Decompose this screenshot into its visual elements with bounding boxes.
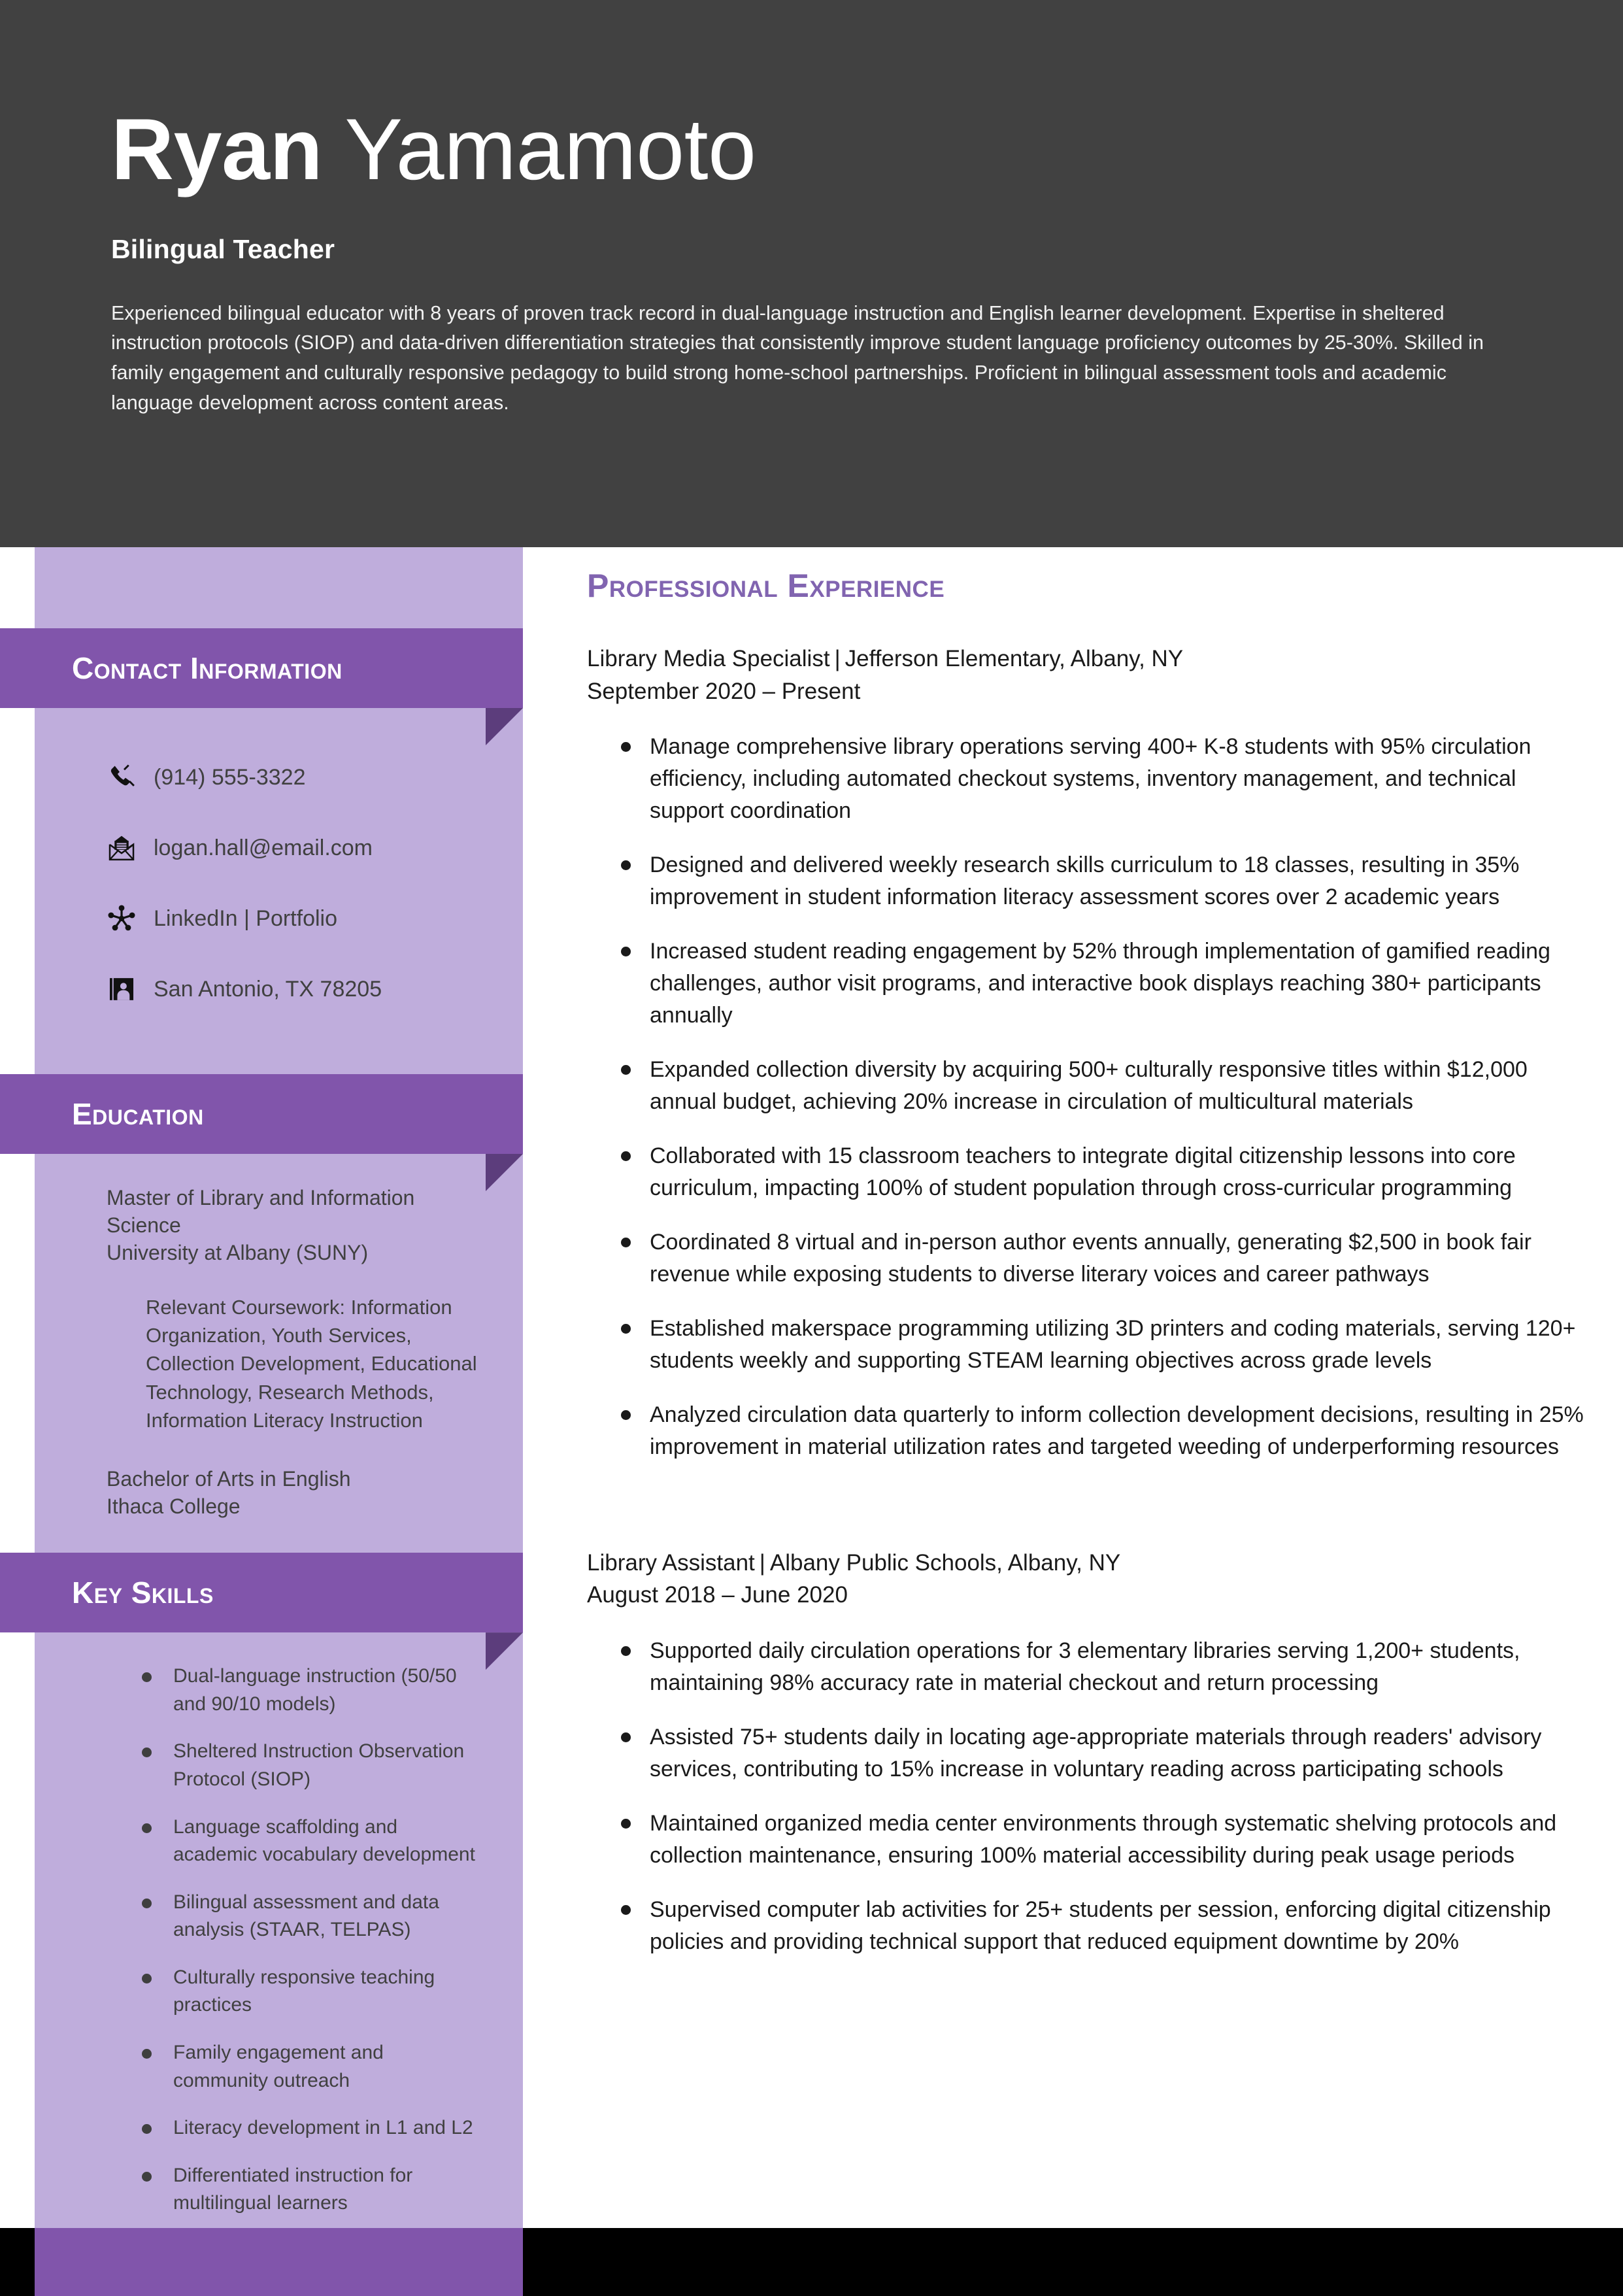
education-school: University at Albany (SUNY) [107,1241,369,1265]
bullet-dot-icon [621,1065,631,1075]
skill-label: Differentiated instruction for multilingual learners [173,2164,413,2214]
experience-dates: August 2018 – June 2020 [587,1582,848,1608]
candidate-job-title: Bilingual Teacher [111,233,335,264]
bullet-text: Expanded collection diversity by acquiring 500+ culturally responsive titles within $12,000 annual budget, achieving 20% increase in circulation of multicultural materials [650,1057,1528,1114]
contact-section-body [35,708,523,1074]
education-section-body [35,1154,523,1553]
bullet-text: Maintained organized media center environments through systematic shelving protocols and collection maintenance, ensuring 100% material accessibility during peak usage periods [650,1810,1557,1868]
skills-list [107,1632,484,2296]
main-column [587,567,1587,1980]
contact-links-value: LinkedIn | Portfolio [154,905,337,931]
bullet-dot-icon [621,1238,631,1247]
contact-row-location[interactable] [107,954,484,1024]
skill-label: Bilingual assessment and data analysis (STAAR, TELPAS) [173,1891,439,1941]
list-item [587,1226,1587,1291]
bullet-dot-icon [621,1905,631,1915]
contact-row-links[interactable] [107,883,484,954]
bullet-text: Analyzed circulation data quarterly to inform collection development decisions, resulting in 25% improvement in material utilization rates and targeted weeding of underperforming resources [650,1402,1584,1459]
skill-label: Sheltered Instruction Observation Protocol (SIOP) [173,1740,465,1790]
skill-label: Literacy development in L1 and L2 [173,2117,473,2139]
bullet-dot-icon [142,2172,152,2182]
bullet-dot-icon [142,1672,152,1682]
footer-sidebar-accent [35,2228,523,2296]
bullet-text: Increased student reading engagement by 52% through implementation of gamified reading challenges, author visit programs, and interactive book displays reaching 380+ participants annually [650,939,1550,1028]
resume-header [0,0,1623,547]
education-degree: Bachelor of Arts in English [107,1466,351,1491]
experience-spacer [587,1485,1587,1509]
list-item [587,1313,1587,1377]
first-name: Ryan [111,101,323,198]
list-item [587,1399,1587,1463]
contact-section-title: Contact Information [72,651,343,685]
education-degree: Master of Library and Information Science [107,1186,415,1238]
bullet-text: Collaborated with 15 classroom teachers to integrate digital citizenship lessons into core curriculum, impacting 100% of student population through cross-curricular programming [650,1143,1516,1200]
skills-section-body [35,1632,523,2296]
sidebar-section-header-education [0,1074,523,1154]
bullet-dot-icon [621,742,631,752]
list-item [133,1663,484,1718]
list-item [133,1964,484,2019]
contact-list [107,708,484,1074]
list-item [133,1738,484,1793]
skills-section-title: Key Skills [72,1576,214,1610]
bullet-dot-icon [142,1823,152,1833]
sidebar-section-header-contact [0,628,523,708]
bullet-text: Supported daily circulation operations for 3 elementary libraries serving 1,200+ students, maintaining 98% accuracy rate in material checkout and return processing [650,1638,1520,1695]
bullet-dot-icon [621,947,631,956]
experience-employer: Albany Public Schools, Albany, NY [769,1549,1121,1576]
bullet-dot-icon [142,1747,152,1757]
bullet-dot-icon [142,1899,152,1908]
bullet-text: Coordinated 8 virtual and in-person author events annually, generating $2,500 in book fair revenue while exposing students to diverse literary voices and career pathways [650,1229,1531,1287]
list-item [587,936,1587,1032]
bullet-text: Designed and delivered weekly research skills curriculum to 18 classes, resulting in 35% improvement in student information literacy assessment scores over 2 academic years [650,853,1520,910]
education-section-title: Education [72,1097,204,1131]
education-spacer [107,1435,484,1465]
list-item [133,1814,484,1869]
experience-dates: September 2020 – Present [587,678,861,704]
bullet-dot-icon [142,2049,152,2059]
bullet-dot-icon [621,1732,631,1742]
bullet-text: Assisted 75+ students daily in locating age-appropriate materials through readers' advisory services, contributing to 15% increase in voluntary reading across participating schools [650,1724,1542,1781]
bullet-text: Established makerspace programming utilizing 3D printers and coding materials, serving 120+ students weekly and supporting STEAM learning objectives across grade levels [650,1315,1576,1373]
skill-label: Language scaffolding and academic vocabulary development [173,1815,475,1866]
bullet-text: Supervised computer lab activities for 25+ students per session, enforcing digital citizenship policies and providing technical support that reduced equipment downtime by 20% [650,1897,1551,1954]
bullet-dot-icon [621,860,631,870]
contact-phone-value: (914) 555-3322 [154,764,306,790]
id-card-icon [107,974,154,1004]
list-item [587,731,1587,827]
professional-summary: Experienced bilingual educator with 8 years of proven track record in dual-language instruction and English learner development. Expertise in sheltered instruction protocols (SIOP) and data-driven differentiation strategies that consistently improve student language proficiency outcomes by 25-30%. Skilled in family engagement and culturally responsive pedagogy to build strong home-school partnerships. Proficient in bilingual assessment tools and academic language development across content areas. [111,301,1484,414]
list-item [587,1635,1587,1699]
skill-label: Culturally responsive teaching practices [173,1966,435,2016]
bullet-dot-icon [142,2124,152,2134]
list-item [133,2162,484,2218]
list-item [133,1889,484,1944]
sidebar-top-spacer [35,547,523,628]
education-entry [107,1184,484,1435]
education-entries [107,1154,484,1553]
list-item [587,1721,1587,1785]
experience-entry [587,1547,1587,1958]
experience-bullet-list [587,731,1587,1462]
education-entry [107,1465,484,1520]
experience-job-title: Library Assistant [587,1549,755,1576]
bullet-dot-icon [621,1819,631,1829]
experience-separator: | [834,646,841,671]
experience-bullet-list [587,1635,1587,1958]
bullet-dot-icon [621,1410,631,1420]
list-item [587,1054,1587,1118]
experience-header [587,643,1587,707]
last-name: Yamamoto [344,101,756,198]
bullet-dot-icon [142,1974,152,1984]
education-coursework: Relevant Coursework: Information Organization, Youth Services, Collection Development, Educational Technology, Research Methods, Information Literacy Instruction [146,1295,477,1432]
bullet-dot-icon [621,1646,631,1656]
experience-separator: | [759,1549,765,1576]
sidebar [35,547,523,2296]
list-item [133,2039,484,2095]
list-item [587,1140,1587,1204]
skill-label: Dual-language instruction (50/50 and 90/10 models) [173,1665,457,1715]
experience-job-title: Library Media Specialist [587,646,830,671]
experience-employer: Jefferson Elementary, Albany, NY [845,646,1184,671]
phone-icon [107,762,154,792]
experience-entry [587,643,1587,1463]
list-item [587,849,1587,913]
envelope-icon [107,833,154,863]
bullet-text: Manage comprehensive library operations serving 400+ K-8 students with 95% circulation efficiency, including automated checkout systems, inventory management, and technical support coordination [650,734,1531,824]
professional-experience-title: Professional Experience [587,567,945,604]
sidebar-section-header-skills [0,1553,523,1632]
network-icon [107,903,154,934]
list-item [587,1894,1587,1958]
contact-row-email[interactable] [107,813,484,883]
bullet-dot-icon [621,1324,631,1334]
skill-label: Family engagement and community outreach [173,2042,384,2091]
contact-email-value: logan.hall@email.com [154,835,373,860]
list-item [587,1808,1587,1872]
candidate-name [111,101,1512,198]
contact-location-value: San Antonio, TX 78205 [154,976,382,1002]
contact-row-phone[interactable] [107,742,484,813]
list-item [133,2114,484,2142]
bullet-dot-icon [621,1151,631,1161]
education-school: Ithaca College [107,1494,241,1518]
experience-header [587,1547,1587,1612]
